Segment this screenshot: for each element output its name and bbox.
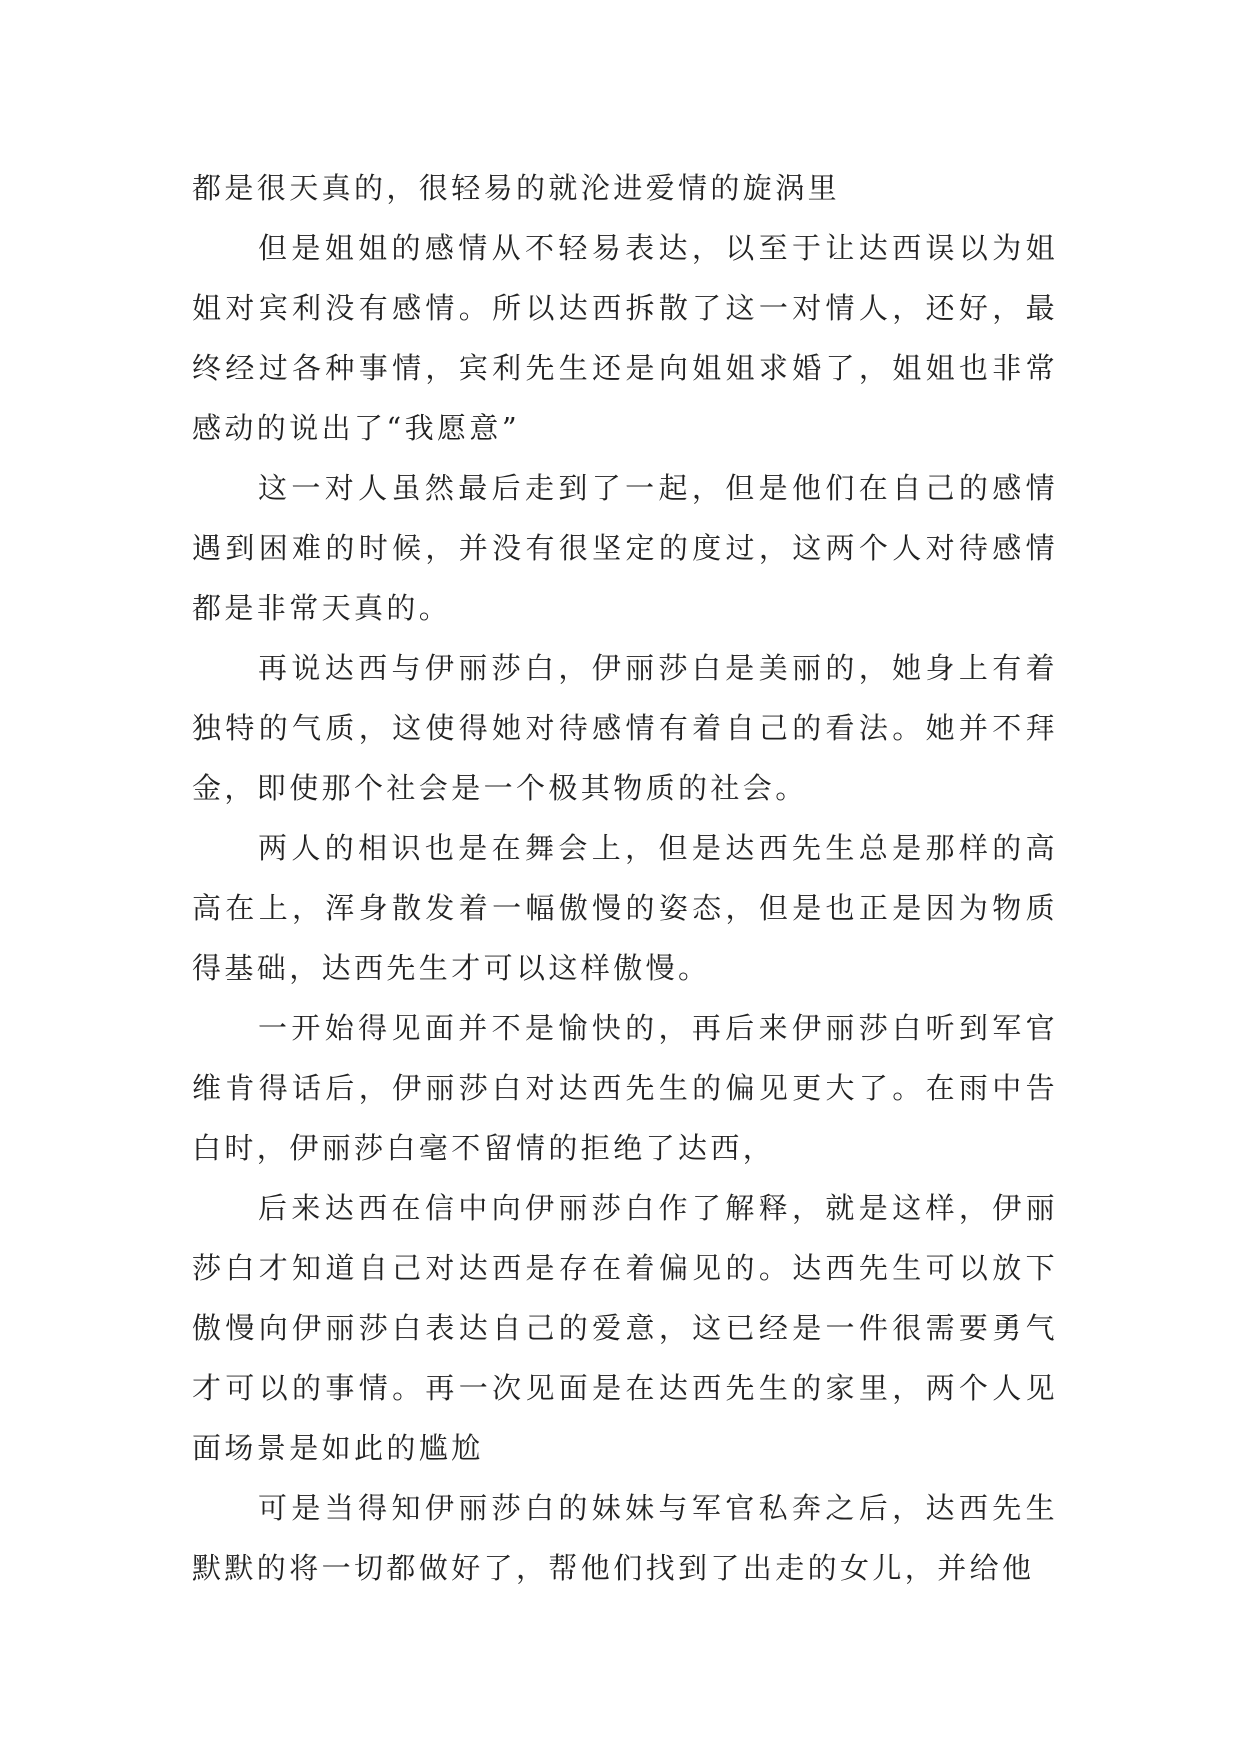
paragraph-1: 都是很天真的，很轻易的就沦进爱情的旋涡里 xyxy=(192,171,841,205)
paragraph-8: 可是当得知伊丽莎白的妹妹与军官私奔之后，达西先生默默的将一切都做好了，帮他们找到了出走的女儿，并给他 xyxy=(192,1491,1058,1585)
paragraph-6: 一开始得见面并不是愉快的，再后来伊丽莎白听到军官维肯得话后，伊丽莎白对达西先生的偏见更大了。在雨中告白时，伊丽莎白毫不留情的拒绝了达西， xyxy=(192,1011,1058,1165)
document-body xyxy=(192,158,1058,1598)
paragraph-5: 两人的相识也是在舞会上，但是达西先生总是那样的高高在上，浑身散发着一幅傲慢的姿态，但是也正是因为物质得基础，达西先生才可以这样傲慢。 xyxy=(192,831,1058,985)
paragraph-7: 后来达西在信中向伊丽莎白作了解释，就是这样，伊丽莎白才知道自己对达西是存在着偏见的。达西先生可以放下傲慢向伊丽莎白表达自己的爱意，这已经是一件很需要勇气才可以的事情。再一次见面是在达西先生的家里，两个人见面场景是如此的尴尬 xyxy=(192,1191,1058,1465)
paragraph-3: 这一对人虽然最后走到了一起，但是他们在自己的感情遇到困难的时候，并没有很坚定的度过，这两个人对待感情都是非常天真的。 xyxy=(192,471,1058,625)
paragraph-4: 再说达西与伊丽莎白，伊丽莎白是美丽的，她身上有着独特的气质，这使得她对待感情有着自己的看法。她并不拜金，即使那个社会是一个极其物质的社会。 xyxy=(192,651,1058,805)
paragraph-2: 但是姐姐的感情从不轻易表达，以至于让达西误以为姐姐对宾利没有感情。所以达西拆散了这一对情人，还好，最终经过各种事情，宾利先生还是向姐姐求婚了，姐姐也非常感动的说出了“我愿意” xyxy=(192,231,1058,445)
